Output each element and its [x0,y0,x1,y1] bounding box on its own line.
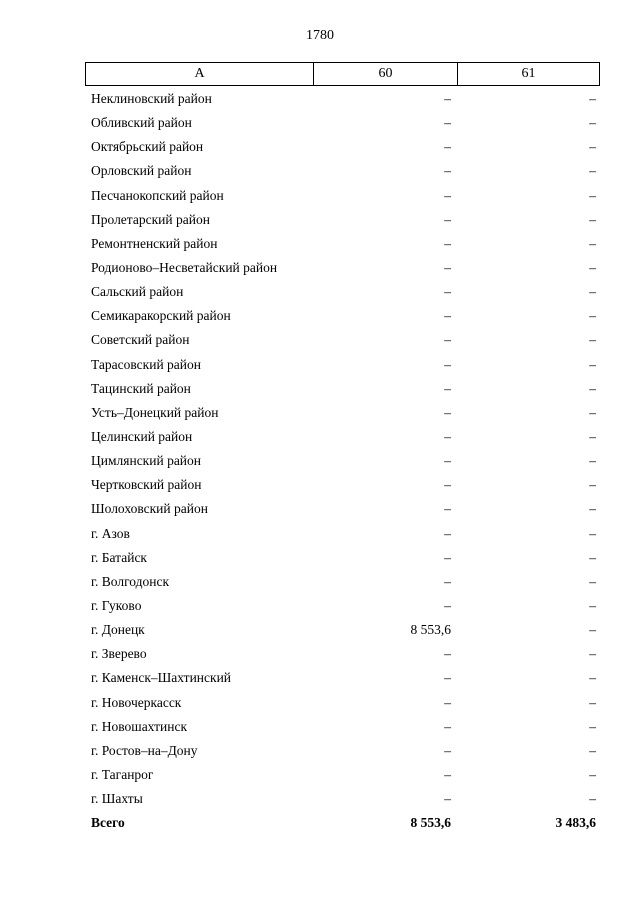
row-name: Ремонтненский район [91,235,218,251]
row-value-60: – [444,404,451,420]
table-row [85,353,600,377]
table-row [85,280,600,304]
row-value-60: – [444,284,451,300]
row-value-60: – [444,501,451,517]
table-row [85,184,600,208]
row-name: Тарасовский район [91,356,201,372]
row-value-60: – [444,235,451,251]
row-value-61: 3 483,6 [555,815,596,831]
table-row [85,304,600,328]
row-name: г. Батайск [91,549,147,565]
row-value-61: – [589,115,596,131]
row-name: Усть–Донецкий район [91,404,219,420]
row-value-60: – [444,718,451,734]
table-body [85,87,600,835]
row-value-61: – [589,187,596,203]
row-name: г. Таганрог [91,766,154,782]
row-value-60: – [444,308,451,324]
table-row [85,208,600,232]
row-name: Неклиновский район [91,91,212,106]
row-name: г. Ростов–на–Дону [91,742,198,758]
row-value-61: – [589,597,596,613]
row-value-61: – [589,670,596,686]
row-value-60: – [444,597,451,613]
row-value-60: – [444,187,451,203]
row-value-61: – [589,404,596,420]
table-row [85,763,600,787]
row-value-61: – [589,718,596,734]
table-row [85,570,600,594]
row-name: Родионово–Несветайский район [91,259,278,275]
row-value-60: 8 553,6 [410,622,451,638]
row-name: г. Зверево [91,646,147,662]
table-row [85,135,600,159]
row-value-60: – [444,742,451,758]
header-cell-61: 61 [521,66,536,81]
row-value-61: – [589,477,596,493]
row-value-60: – [444,163,451,179]
row-value-61: – [589,428,596,444]
row-value-61: – [589,525,596,541]
table-row [85,642,600,666]
row-name: г. Донецк [91,622,145,638]
row-name: Целинский район [91,428,193,444]
row-name: Чертковский район [91,477,202,493]
row-name: г. Волгодонск [91,573,170,589]
row-value-61: – [589,163,596,179]
table-row [85,715,600,739]
row-value-61: – [589,380,596,396]
row-value-60: – [444,139,451,155]
table-row [85,159,600,183]
row-value-61: – [589,284,596,300]
table-row [85,232,600,256]
row-value-61: – [589,694,596,710]
row-value-60: – [444,549,451,565]
row-value-60: – [444,91,451,106]
row-name: Песчанокопский район [91,187,224,203]
row-name: Пролетарский район [91,211,210,227]
row-value-61: – [589,332,596,348]
table-row [85,449,600,473]
header-cell-60: 60 [314,63,458,85]
row-value-61: – [589,742,596,758]
row-name: Сальский район [91,284,184,300]
row-name: Цимлянский район [91,453,202,469]
row-value-60: – [444,670,451,686]
row-value-60: – [444,356,451,372]
row-value-61: – [589,235,596,251]
row-name: г. Каменск–Шахтинский [91,670,232,686]
row-name: г. Азов [91,525,130,541]
row-name: г. Новошахтинск [91,718,187,734]
row-value-61: – [589,453,596,469]
row-value-61: – [589,211,596,227]
row-value-60: – [444,694,451,710]
table-row [85,111,600,135]
table-row [85,546,600,570]
row-value-60: – [444,646,451,662]
table-row [85,787,600,811]
row-value-60: – [444,453,451,469]
table-row [85,256,600,280]
table-row [85,497,600,521]
table-row [85,594,600,618]
row-value-61: – [589,91,596,106]
row-name: Обливский район [91,115,192,131]
row-name: Семикаракорский район [91,308,231,324]
row-value-60: – [444,332,451,348]
header-cell-a: А [86,63,314,85]
row-value-60: – [444,791,451,807]
row-value-61: – [589,501,596,517]
row-value-61: – [589,791,596,807]
row-value-61: – [589,646,596,662]
row-value-61: – [589,573,596,589]
row-name: г. Шахты [91,791,143,807]
table-row-total [85,811,600,835]
row-value-61: – [589,259,596,275]
table-row [85,425,600,449]
row-name: Шолоховский район [91,501,208,517]
row-value-60: – [444,428,451,444]
row-name: Всего [91,815,125,831]
table-row [85,401,600,425]
table-row [85,522,600,546]
table-row [85,618,600,642]
row-value-60: 8 553,6 [410,815,451,831]
row-value-60: – [444,766,451,782]
row-value-60: – [444,259,451,275]
table-row [85,473,600,497]
table-row [85,328,600,352]
row-value-61: – [589,549,596,565]
row-name: Октябрьский район [91,139,204,155]
row-value-60: – [444,115,451,131]
row-name: Тацинский район [91,380,191,396]
row-name: Орловский район [91,163,192,179]
row-value-60: – [444,211,451,227]
row-value-60: – [444,573,451,589]
row-value-60: – [444,380,451,396]
row-name: г. Гуково [91,597,142,613]
row-value-61: – [589,766,596,782]
row-value-61: – [589,308,596,324]
table-row [85,666,600,690]
table-row [85,377,600,401]
row-value-61: – [589,622,596,638]
row-name: г. Новочеркасск [91,694,182,710]
row-value-61: – [589,139,596,155]
row-name: Советский район [91,332,190,348]
row-value-61: – [589,356,596,372]
table-row [85,87,600,111]
table-row [85,691,600,715]
row-value-60: – [444,525,451,541]
table-row [85,739,600,763]
page-number: 1780 [306,28,334,43]
table-header [85,62,600,86]
row-value-60: – [444,477,451,493]
